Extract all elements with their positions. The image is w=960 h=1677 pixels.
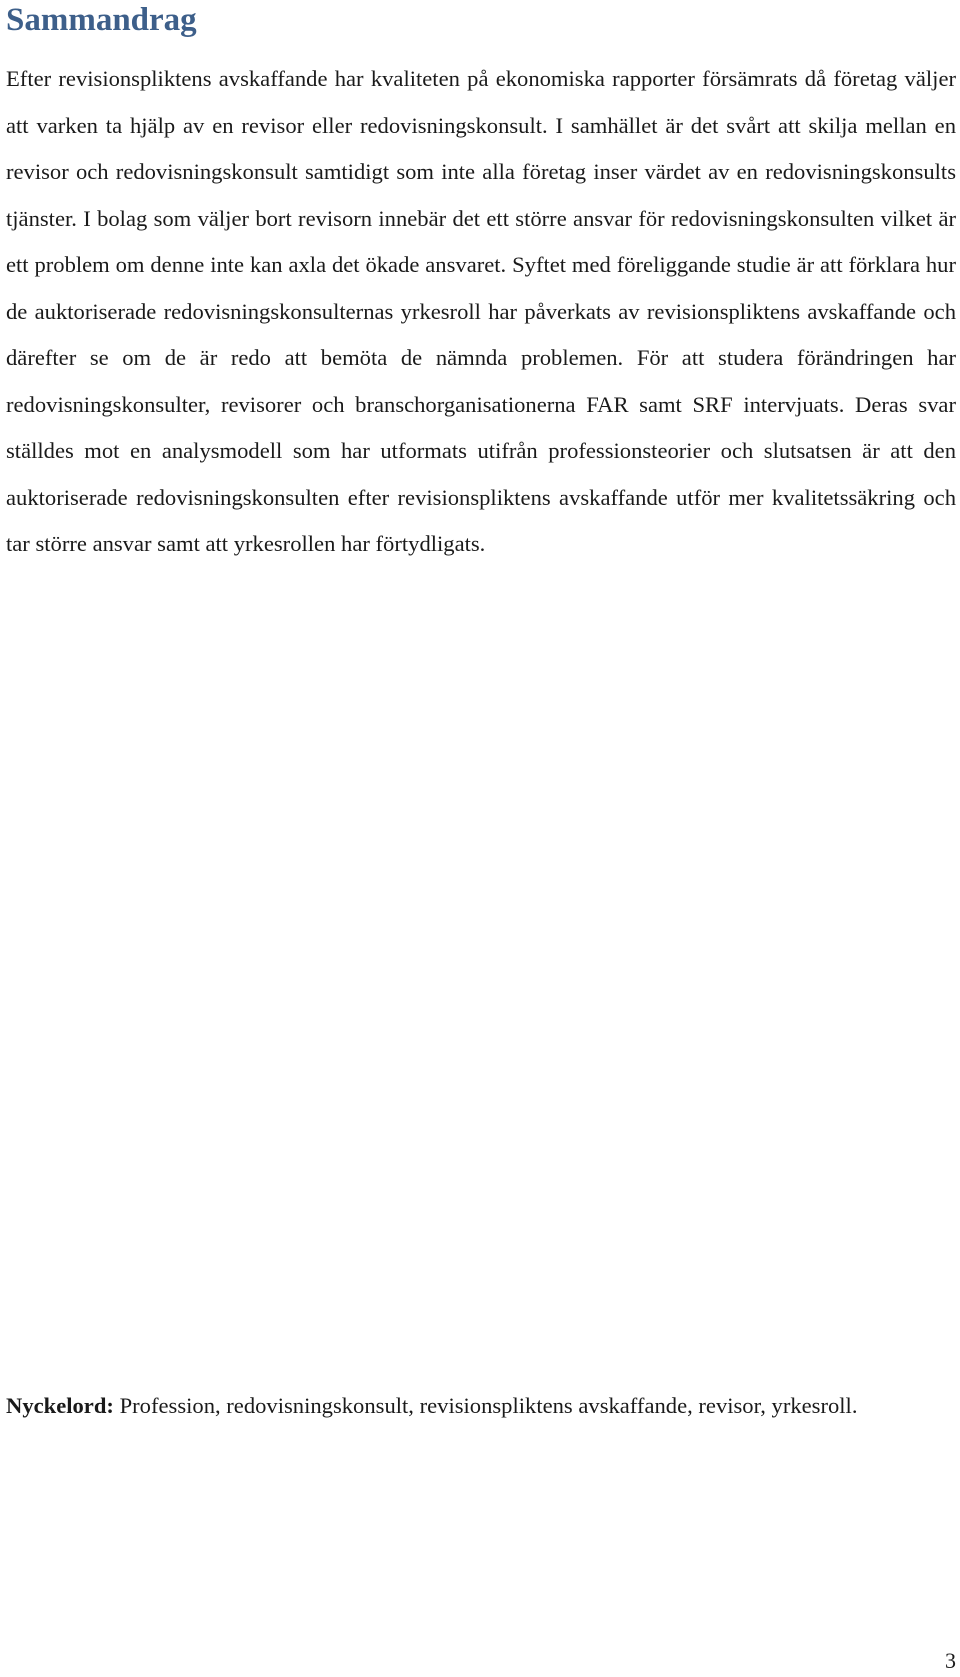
section-heading: Sammandrag (6, 2, 197, 38)
page-number: 3 (945, 1648, 956, 1673)
abstract-paragraph: Efter revisionspliktens avskaffande har kvaliteten på ekonomiska rapporter försämrats då företag väljer att varken ta hjälp av en revisor eller redovisningskonsult. I samhället är det svårt att skilja mellan en revisor och redovisningskonsult samtidigt som inte alla företag inser värdet av en redovisningskonsults tjänster. I bolag som väljer bort revisorn innebär det ett större ansvar för redovisningskonsulten vilket är ett problem om denne inte kan axla det ökade ansvaret. Syftet med föreliggande studie är att förklara hur de auktoriserade redovisningskonsulternas yrkesroll har påverkats av revisionspliktens avskaffande och därefter se om de är redo att bemöta de nämnda problemen. För att studera förändringen har redovisningskonsulter, revisorer och branschorganisationerna FAR samt SRF intervjuats. Deras svar ställdes mot en analysmodell som har utformats utifrån professionsteorier och slutsatsen är att den auktoriserade redovisningskonsulten efter revisionspliktens avskaffande utför mer kvalitetssäkring och tar större ansvar samt att yrkesrollen har förtydligats. (6, 66, 956, 556)
keywords-text: Profession, redovisningskonsult, revisionspliktens avskaffande, revisor, yrkesroll. (119, 1393, 858, 1418)
keywords-paragraph (6, 1383, 956, 1429)
keywords-label: Nyckelord: (6, 1393, 114, 1418)
